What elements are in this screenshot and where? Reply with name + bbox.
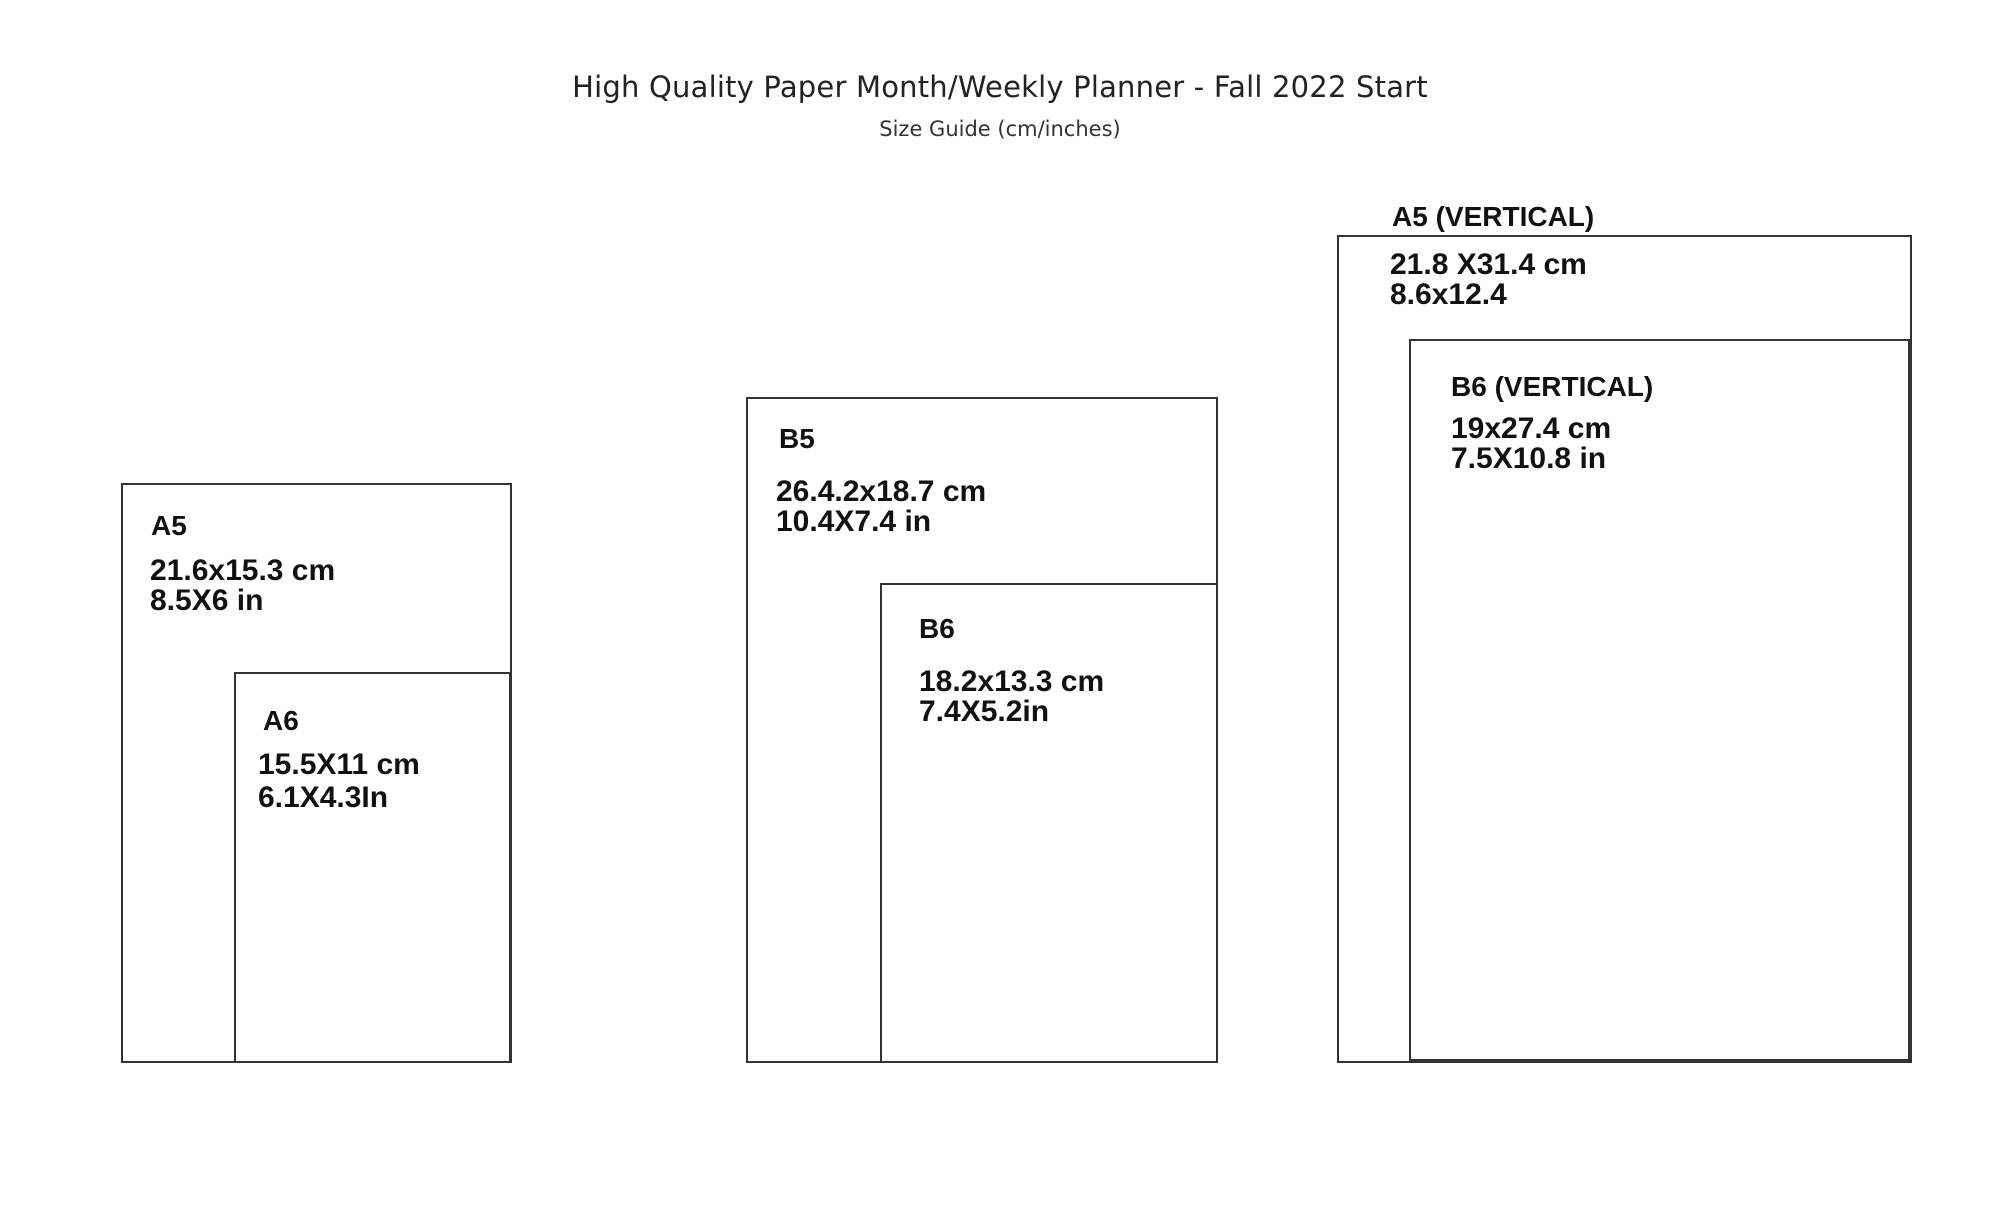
b5-dimensions (776, 477, 986, 537)
a6-label: A6 (263, 705, 299, 736)
a5-vertical-label: A5 (VERTICAL) (1392, 201, 1595, 232)
a6-inches: 6.1X4.3In (258, 781, 389, 814)
b6-inches: 7.4X5.2in (919, 695, 1050, 728)
a6-dimensions (258, 750, 420, 813)
b6-dimensions (919, 667, 1104, 727)
b6-size-outline (880, 583, 1218, 1063)
b6-vertical-cm: 19x27.4 cm (1451, 412, 1612, 445)
b6-label: B6 (919, 613, 955, 644)
a5-inches: 8.5X6 in (150, 584, 264, 617)
b6-vertical-dimensions (1451, 414, 1611, 474)
a5-cm: 21.6x15.3 cm (150, 554, 336, 587)
a5-vertical-cm: 21.8 X31.4 cm (1390, 248, 1587, 281)
b5-label: B5 (779, 423, 815, 454)
b6-vertical-label: B6 (VERTICAL) (1451, 371, 1654, 402)
b5-cm: 26.4.2x18.7 cm (776, 475, 987, 508)
a5-dimensions (150, 556, 335, 616)
b6-vertical-inches: 7.5X10.8 in (1451, 442, 1607, 475)
a5-vertical-inches: 8.6x12.4 (1390, 278, 1507, 311)
page-title: High Quality Paper Month/Weekly Planner - Fall 2022 Start (572, 70, 1428, 104)
a5-vertical-dimensions (1390, 250, 1587, 310)
b5-inches: 10.4X7.4 in (776, 505, 932, 538)
b6-cm: 18.2x13.3 cm (919, 665, 1105, 698)
a6-cm: 15.5X11 cm (258, 748, 420, 781)
page-subtitle: Size Guide (cm/inches) (879, 117, 1121, 141)
a5-label: A5 (151, 510, 187, 541)
